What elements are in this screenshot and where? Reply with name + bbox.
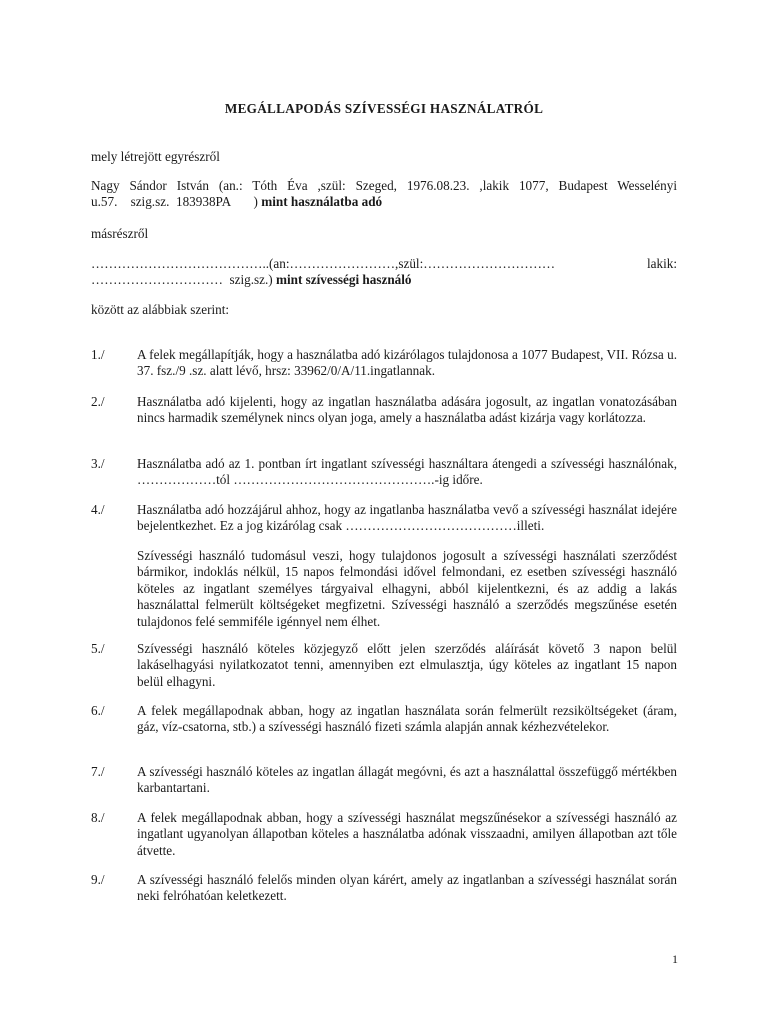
clause-number: 9./ (91, 872, 105, 887)
party-two-blank-fields: …………………………………..(an:……………………,szül:………………………… (91, 256, 556, 271)
party-two-id: ………………………… szig.sz.) (91, 272, 276, 288)
document-title: MEGÁLLAPODÁS SZÍVESSÉGI HASZNÁLATRÓL (224, 101, 544, 116)
clause-number: 3./ (91, 456, 105, 471)
clause-text: Használatba adó kijelenti, hogy az ingatlan használatba adására jogosult, az ingatlan vonatozásában nincs harmadik személynek nincs olyan joga, amely a használatba adást kizárja vagy korlátozza. (137, 394, 677, 426)
clause-number: 5./ (91, 641, 105, 656)
party-two-line-1 (91, 256, 677, 272)
clause-text: A felek megállapítják, hogy a használatba adó kizárólagos tulajdonosa a 1077 Budapest, VII. Rózsa u. 37. fsz./9 .sz. alatt lévő, hrsz: 33962/0/A/11.ingatlannak. (137, 347, 677, 379)
clause-text: A szívességi használó köteles az ingatlan állagát megóvni, és azt a használattal összefüggő mértékben karbantartani. (137, 764, 677, 796)
clause-text: A felek megállapodnak abban, hogy a szívességi használat megszűnésekor a szívességi használó az ingatlant ugyanolyan állapotban köteles a használatba adónak visszaadni, amilyen állapotban azt tőle átvette. (137, 810, 677, 858)
clause-number: 4./ (91, 502, 105, 517)
other-side-text: másrészről (91, 226, 149, 241)
party-two-role: mint szívességi használó (275, 272, 412, 288)
party-one-line-1: Nagy Sándor István (an.: Tóth Éva ,szül: Szeged, 1976.08.23. ,lakik 1077, Budapest Wesselényi (91, 178, 677, 193)
clause-text: Használatba adó az 1. pontban írt ingatlant szívességi használtara átengedi a szívességi használónak, ………………tól ……………………………………….-ig időre. (137, 456, 677, 488)
party-two-address-label: lakik: (646, 256, 677, 271)
clause-text: A szívességi használó felelős minden olyan kárért, amely az ingatlanban a szívességi használat során neki felróhatóan keletkezett. (137, 872, 677, 904)
clause-text: Használatba adó hozzájárul ahhoz, hogy az ingatlanba használatba vevő a szívességi használat idejére bejelentkezhet. Ez a jog kizárólag csak …………………………………illeti. (137, 502, 677, 534)
intro-text: mely létrejött egyrészről (91, 149, 220, 164)
party-one (91, 178, 677, 211)
page-number: 1 (672, 952, 678, 966)
party-two-line-2 (91, 272, 677, 288)
clause-text: Szívességi használó köteles közjegyző előtt jelen szerződés aláírását követő 3 napon belül lakáselhagyási nyilatkozatot tenni, amennyiben ezt elmulasztja, úgy köteles az ingatlant 15 napon belül elhagyni. (137, 641, 677, 689)
clause-number: 8./ (91, 810, 105, 825)
between-text: között az alábbiak szerint: (91, 302, 230, 317)
clause-number: 2./ (91, 394, 105, 409)
clause-number: 1./ (91, 347, 105, 362)
clause-number: 7./ (91, 764, 105, 779)
clause-text: A felek megállapodnak abban, hogy az ingatlan használata során felmerült rezsiköltségeket (áram, gáz, víz-csatorna, stb.) a szívességi használó fizeti számla alapján annak kézhezvételekor. (137, 703, 677, 735)
clause-text: Szívességi használó tudomásul veszi, hogy tulajdonos jogosult a szívességi használati szerződést bármikor, indoklás nélkül, 15 napos felmondási idővel felmondani, ez esetben szívességi használó köteles az ingatlant személyes tárgyaival elhagyni, abból kijelentkezni, és az addig a lakás használattal felmerült költségeket megfizetni. Szívességi használó a szerződés megszűnése esetén tulajdonos felé semmiféle igénnyel nem élhet. (137, 548, 677, 629)
clause-number: 6./ (91, 703, 105, 718)
party-one-id: u.57. szig.sz. 183938PA ) (91, 194, 262, 210)
party-two (91, 256, 677, 289)
party-one-role: mint használatba adó (261, 194, 383, 210)
party-one-line-2 (91, 194, 677, 210)
